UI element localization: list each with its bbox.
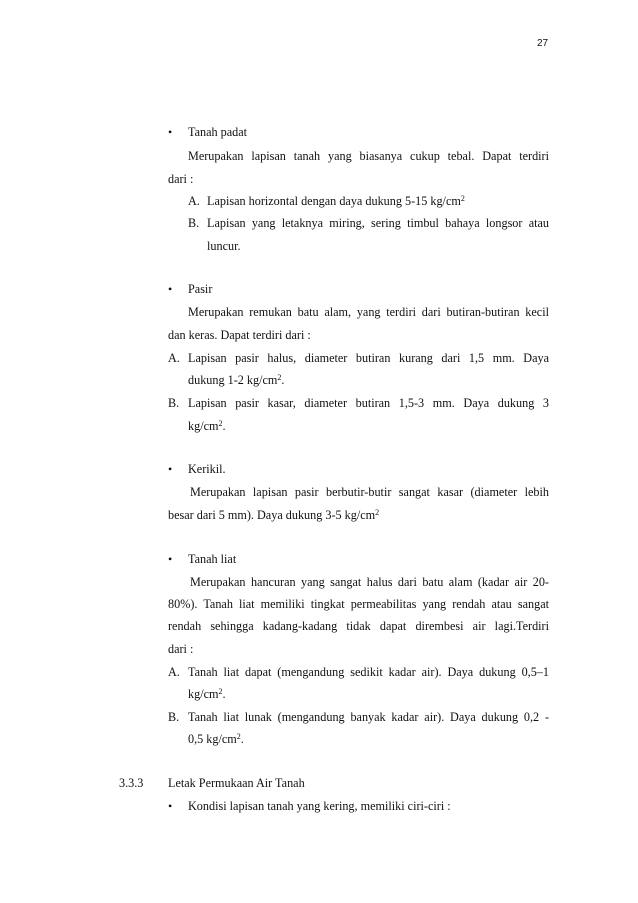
paragraph-line: Merupakan lapisan pasir berbutir-butir sangat kasar (diameter lebih: [190, 485, 549, 499]
bullet-icon: •: [168, 282, 173, 296]
heading-pasir: Pasir: [188, 282, 213, 296]
paragraph-line: Merupakan remukan batu alam, yang terdiri dari butiran-butiran kecil: [188, 305, 549, 319]
list-item: Tanah liat lunak (mengandung banyak kadar air). Daya dukung 0,2 -: [188, 710, 549, 724]
heading-kerikil: Kerikil.: [188, 462, 226, 476]
paragraph-line: rendah sehingga kadang-kadang tidak dapat dirembesi air lagi.Terdiri: [168, 619, 549, 633]
list-item-continuation: $kg/cm^2$.: [188, 687, 226, 701]
list-label: B.: [168, 396, 180, 410]
paragraph-line: dan keras. Dapat terdiri dari :: [168, 328, 311, 342]
bullet-icon: •: [168, 462, 173, 476]
heading-tanah-padat: Tanah padat: [188, 125, 248, 139]
list-item-continuation: luncur.: [207, 239, 241, 253]
list-item: Lapisan pasir halus, diameter butiran kurang dari 1,5 mm. Daya: [188, 351, 549, 365]
heading-tanah-liat: Tanah liat: [188, 552, 237, 566]
section-number: 3.3.3: [119, 776, 144, 790]
list-item-continuation: $kg/cm^2$.: [188, 419, 226, 433]
paragraph-line: dari :: [168, 172, 194, 186]
list-label: A.: [168, 351, 180, 365]
paragraph-line: dari :: [168, 642, 194, 656]
paragraph-line: Merupakan hancuran yang sangat halus dari batu alam (kadar air 20-: [190, 575, 549, 589]
paragraph-line: Merupakan lapisan tanah yang biasanya cukup tebal. Dapat terdiri: [188, 149, 549, 163]
list-item-continuation: 0,5 $kg/cm^2$.: [188, 732, 244, 746]
paragraph-line: 80%). Tanah liat memiliki tingkat permeabilitas yang rendah atau sangat: [168, 597, 549, 611]
bullet-icon: •: [168, 799, 173, 813]
list-item-continuation: dukung 1-2 $kg/cm^2$.: [188, 373, 285, 387]
bullet-icon: •: [168, 552, 173, 566]
list-label: B.: [168, 710, 180, 724]
bullet-icon: •: [168, 125, 173, 139]
paragraph-line: besar dari 5 mm). Daya dukung 3-5 $kg/cm^2$: [168, 508, 380, 522]
list-label: A.: [188, 194, 200, 208]
page-number: 27: [537, 38, 549, 49]
list-label: B.: [188, 216, 200, 230]
list-item: Lapisan horizontal dengan daya dukung 5-15 $kg/cm^2$: [207, 194, 465, 208]
list-item: Lapisan pasir kasar, diameter butiran 1,5-3 mm. Daya dukung 3: [188, 396, 549, 410]
section-title: Letak Permukaan Air Tanah: [168, 776, 305, 790]
paragraph-line: Kondisi lapisan tanah yang kering, memiliki ciri-ciri :: [188, 799, 451, 813]
list-item: Tanah liat dapat (mengandung sedikit kadar air). Daya dukung 0,5–1: [188, 665, 549, 679]
list-label: A.: [168, 665, 180, 679]
list-item: Lapisan yang letaknya miring, sering timbul bahaya longsor atau: [207, 216, 549, 230]
